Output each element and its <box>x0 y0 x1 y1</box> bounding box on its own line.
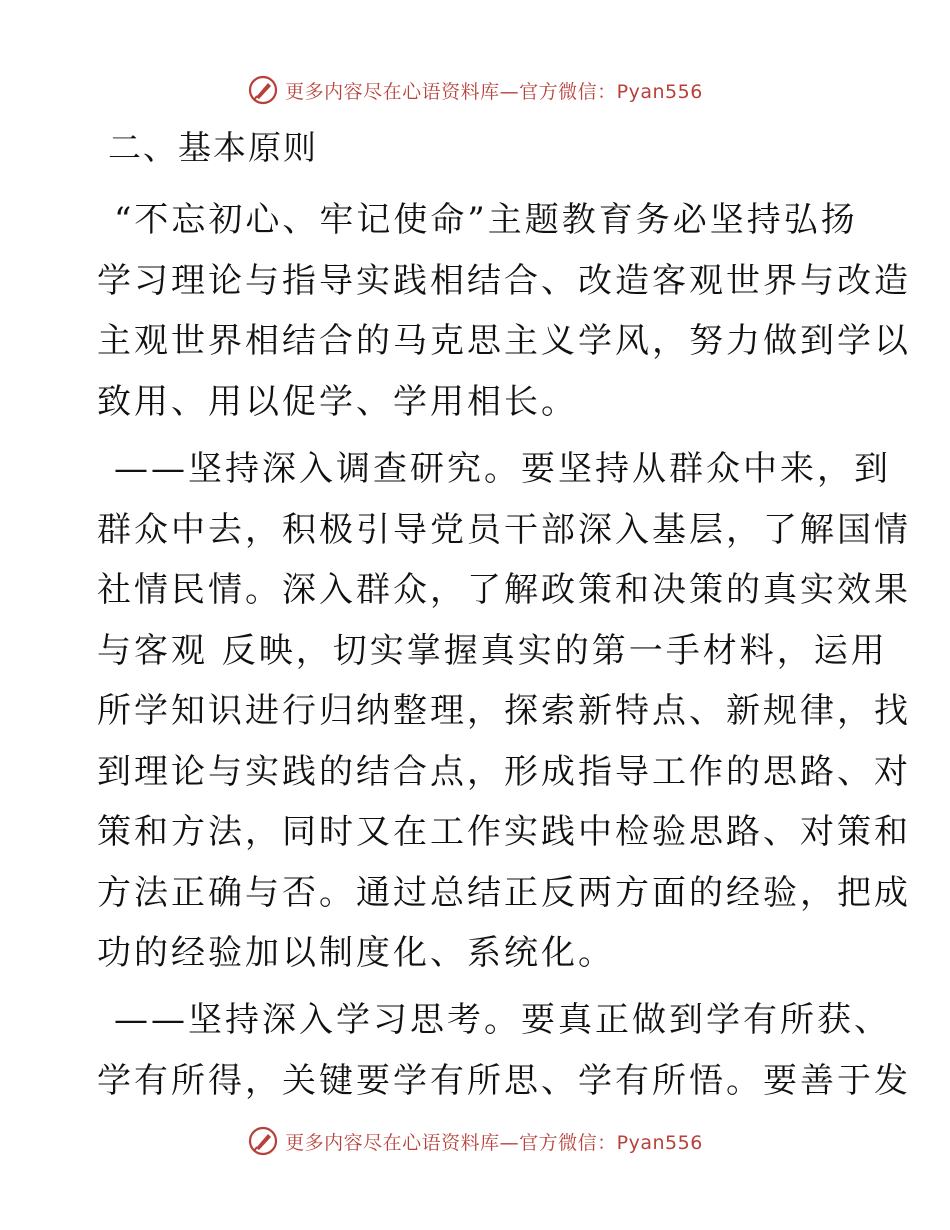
quill-logo-icon <box>247 74 279 106</box>
text-line: ——坚持深入调查研究。要坚持从群众中来，到 <box>114 449 891 489</box>
paragraph-intro <box>97 190 911 432</box>
text-line: 所学知识进行归纳整理，探索新特点、新规律，找 <box>97 691 911 731</box>
text-line: 到理论与实践的结合点，形成指导工作的思路、对 <box>97 751 911 792</box>
text-line: 功的经验加以制度化、系统化。 <box>97 933 615 973</box>
paragraph-investigation <box>97 439 911 984</box>
text-line: 主观世界相结合的马克思主义学风，努力做到学以 <box>97 321 911 361</box>
text-line: 学有所得，关键要学有所思、学有所悟。要善于发 <box>97 1060 911 1101</box>
text-line: 策和方法，同时又在工作实践中检验思路、对策和 <box>97 812 911 852</box>
quill-logo-icon <box>247 1125 279 1157</box>
watermark-text: 更多内容尽在心语资料库—官方微信：Pyan556 <box>285 1131 703 1154</box>
text-line: “不忘初心、牢记使命”主题教育务必坚持弘扬 <box>114 200 858 240</box>
text-line: 群众中去，积极引导党员干部深入基层，了解国情 <box>97 509 911 550</box>
paragraph-study <box>97 990 911 1111</box>
watermark-text: 更多内容尽在心语资料库—官方微信：Pyan556 <box>285 80 703 103</box>
text-line: 学习理论与指导实践相结合、改造客观世界与改造 <box>97 260 911 301</box>
text-line: 社情民情。深入群众，了解政策和决策的真实效果 <box>97 570 911 610</box>
watermark-footer <box>0 1121 950 1161</box>
text-line: 致用、用以促学、学用相长。 <box>97 381 578 422</box>
text-line: 与客观 反映，切实掌握真实的第一手材料，运用 <box>97 630 888 671</box>
text-line: ——坚持深入学习思考。要真正做到学有所获、 <box>114 1000 891 1040</box>
text-line: 方法正确与否。通过总结正反两方面的经验，把成 <box>97 872 911 913</box>
watermark-header <box>0 70 950 110</box>
section-heading: 二、基本原则 <box>108 128 318 167</box>
